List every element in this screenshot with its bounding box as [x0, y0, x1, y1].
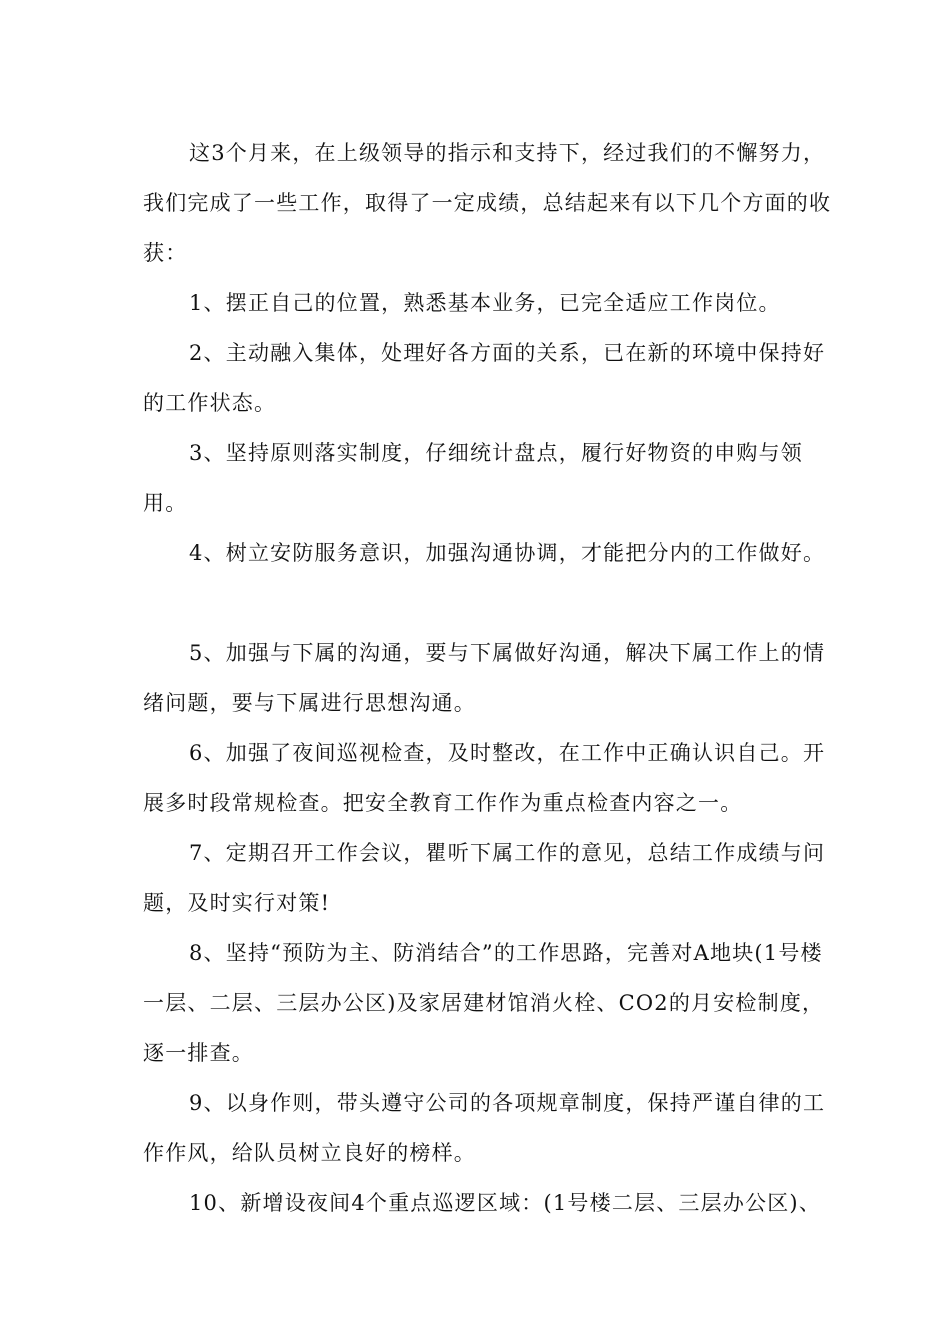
paragraph-item-1: 1、摆正自己的位置，熟悉基本业务，已完全适应工作岗位。	[189, 291, 781, 315]
paragraph-item-5: 5、加强与下属的沟通，要与下属做好沟通，解决下属工作上的情绪问题，要与下属进行思想沟通。	[143, 641, 826, 715]
paragraph-item-4: 4、树立安防服务意识，加强沟通协调，才能把分内的工作做好。	[189, 541, 826, 565]
paragraph-item-7: 7、定期召开工作会议，瞿听下属工作的意见，总结工作成绩与问题，及时实行对策!	[143, 841, 826, 915]
paragraph-item-10: 10、新增设夜间4个重点巡逻区域：(1号楼二层、三层办公区)、	[189, 1191, 822, 1215]
paragraph-item-3: 3、坚持原则落实制度，仔细统计盘点，履行好物资的申购与领用。	[143, 441, 803, 515]
document-body	[143, 128, 833, 1228]
paragraph-item-9: 9、以身作则，带头遵守公司的各项规章制度，保持严谨自律的工作作风，给队员树立良好的榜样。	[143, 1091, 826, 1165]
paragraph-item-8: 8、坚持“预防为主、防消结合”的工作思路，完善对A地块(1号楼一层、二层、三层办公区)及家居建材馆消火栓、CO2的月安检制度，逐一排查。	[143, 941, 825, 1065]
paragraph-intro: 这3个月来，在上级领导的指示和支持下，经过我们的不懈努力，我们完成了一些工作，取得了一定成绩，总结起来有以下几个方面的收获：	[143, 141, 832, 265]
paragraph-item-2: 2、主动融入集体，处理好各方面的关系，已在新的环境中保持好的工作状态。	[143, 341, 826, 415]
paragraph-item-6: 6、加强了夜间巡视检查，及时整改，在工作中正确认识自己。开展多时段常规检查。把安全教育工作作为重点检查内容之一。	[143, 741, 826, 815]
